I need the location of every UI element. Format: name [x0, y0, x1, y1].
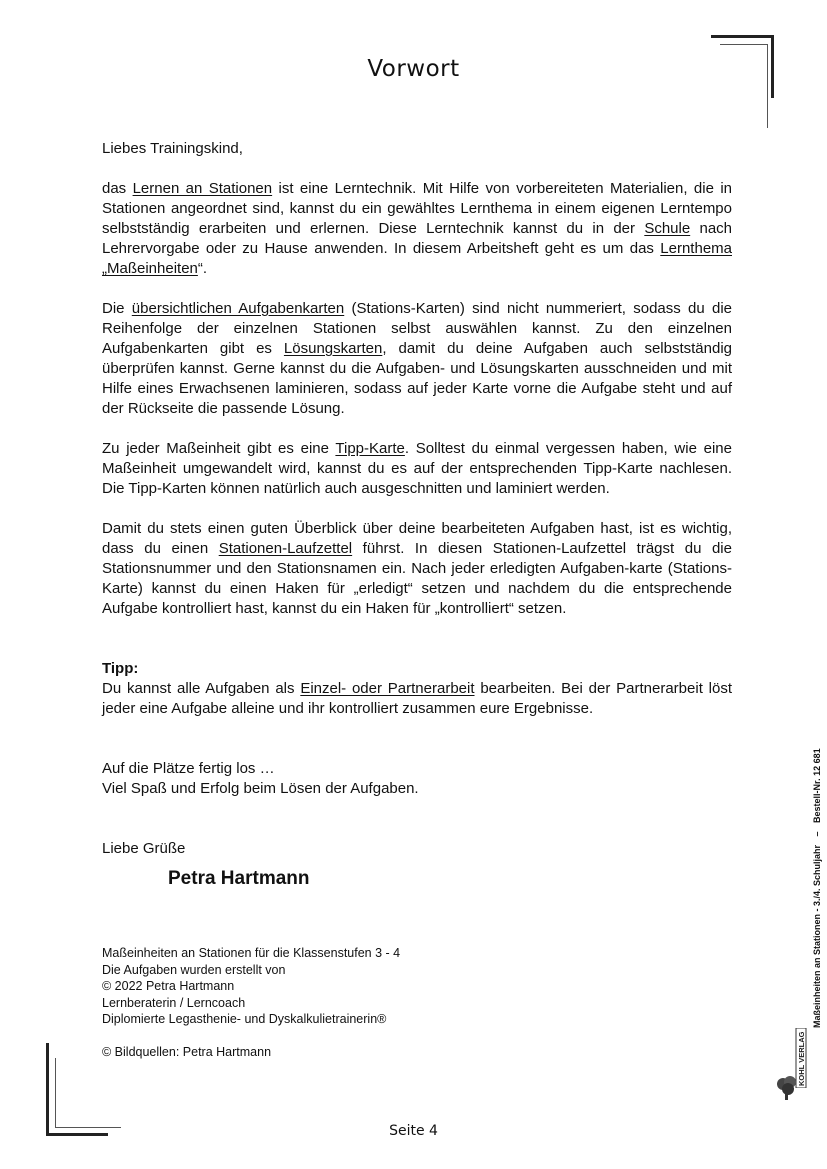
- side-strip: [812, 628, 827, 1028]
- imprint-line: Maßeinheiten an Stationen für die Klassenstufen 3 - 4: [102, 946, 401, 960]
- term-lernthema: Lernthema „Maßeinheiten: [102, 240, 732, 277]
- text: führst. In diesen Stationen-Laufzettel trägst du die Stationsnummer und den Stationsnamen ein. Nach jeder erledigten Aufgaben-karte (Stations-Karte) kannst du einen Haken für „erledigt“ setzen und nachdem du die entsprechende Aufgabe kontrolliert hast, kannst du ein Haken für „kontrolliert“ setzen.: [102, 540, 732, 617]
- term-lernen-an-stationen: Lernen an Stationen: [132, 180, 273, 197]
- text: ist eine Lerntechnik. Mit Hilfe von vorbereiteten Materialien, die in Stationen angeordnet sind, kannst du ein gewähltes Lernthema in einem eigenen Lerntempo selbstständig erarbeiten und erlernen. Diese Lerntechnik kannst du in der: [102, 180, 732, 237]
- text: Du kannst alle Aufgaben als: [102, 680, 301, 697]
- paragraph-intro: [102, 179, 732, 279]
- text: Die: [102, 300, 132, 317]
- term-tipp-karte: Tipp-Karte: [335, 440, 405, 457]
- text: , damit du deine Aufgaben auch selbstständig überprüfen kannst. Gerne kannst du die Aufgaben- und Lösungskarten ausschneiden und mit Hilfe eines Erwachsenen laminieren, sodass auf jeder Karte vorne die Aufgabe steht und auf der Rückseite die passende Lösung.: [102, 340, 732, 417]
- term-aufgabenkarten: übersichtlichen Aufgabenkarten: [131, 300, 345, 317]
- imprint-line: Die Aufgaben wurden erstellt von: [102, 962, 286, 977]
- text: Zu jeder Maßeinheit gibt es eine: [102, 440, 336, 457]
- image-credits: © Bildquellen: Petra Hartmann: [102, 1045, 272, 1059]
- publisher-logo-text: KOHL VERLAG: [797, 1031, 806, 1086]
- page-number: Seite 4: [389, 1123, 438, 1139]
- text: Damit du stets einen guten Überblick über deine bearbeiteten Aufgaben hast, ist es wichtig, dass du einen: [102, 520, 732, 557]
- side-strip-separator: –: [812, 831, 822, 837]
- signature: Petra Hartmann: [168, 868, 310, 889]
- text: “.: [197, 260, 208, 277]
- text: nach Lehrervorgabe oder zu Hause anwenden. In diesem Arbeitsheft geht es um das: [102, 220, 732, 257]
- paragraph-laufzettel: [102, 519, 732, 619]
- term-stationen-laufzettel: Stationen-Laufzettel: [218, 540, 353, 557]
- term-schule: Schule: [644, 220, 691, 237]
- imprint-line: © 2022 Petra Hartmann: [102, 979, 235, 993]
- text: bearbeiten. Bei der Partnerarbeit löst jeder eine Aufgabe alleine und ihr kontrolliert zusammen eure Ergebnisse.: [102, 680, 733, 717]
- side-strip-title: Maßeinheiten an Stationen - 3./4. Schuljahr: [812, 844, 822, 1028]
- text: das: [102, 180, 133, 197]
- text: . Solltest du einmal vergessen haben, wie eine Maßeinheit umgewandelt wird, kannst du es auf der entsprechenden Tipp-Karte nachlesen. Die Tipp-Karten können natürlich auch ausgeschnitten und laminiert werden.: [102, 440, 732, 497]
- imprint-line: Diplomierte Legasthenie- und Dyskalkulietrainerin®: [102, 1012, 387, 1026]
- salutation: Liebes Trainingskind,: [102, 140, 243, 157]
- tree-icon: [775, 1075, 799, 1101]
- imprint-line: Lernberaterin / Lerncoach: [102, 995, 246, 1010]
- tip-text: [102, 679, 732, 719]
- greeting: Liebe Grüße: [102, 840, 186, 857]
- closing-line-2: Viel Spaß und Erfolg beim Lösen der Aufgaben.: [102, 780, 419, 797]
- paragraph-tipp-karte: [102, 439, 732, 499]
- text: (Stations-Karten) sind nicht nummeriert, sodass du die Reihenfolge der einzelnen Stationen selbst auswählen kannst. Zu den einzelnen Aufgabenkarten gibt es: [102, 300, 733, 357]
- imprint: [102, 945, 400, 1028]
- paragraph-aufgabenkarten: [102, 299, 732, 419]
- tip-heading: Tipp:: [102, 660, 139, 677]
- corner-frame-bottom-left-inner: [55, 1058, 121, 1128]
- side-strip-order-number: Bestell-Nr. 12 681: [812, 748, 822, 823]
- closing-line-1: Auf die Plätze fertig los …: [102, 760, 275, 777]
- term-einzel-partnerarbeit: Einzel- oder Partnerarbeit: [300, 680, 475, 697]
- term-loesungskarten: Lösungskarten: [283, 340, 383, 357]
- page-title: Vorwort: [367, 56, 460, 82]
